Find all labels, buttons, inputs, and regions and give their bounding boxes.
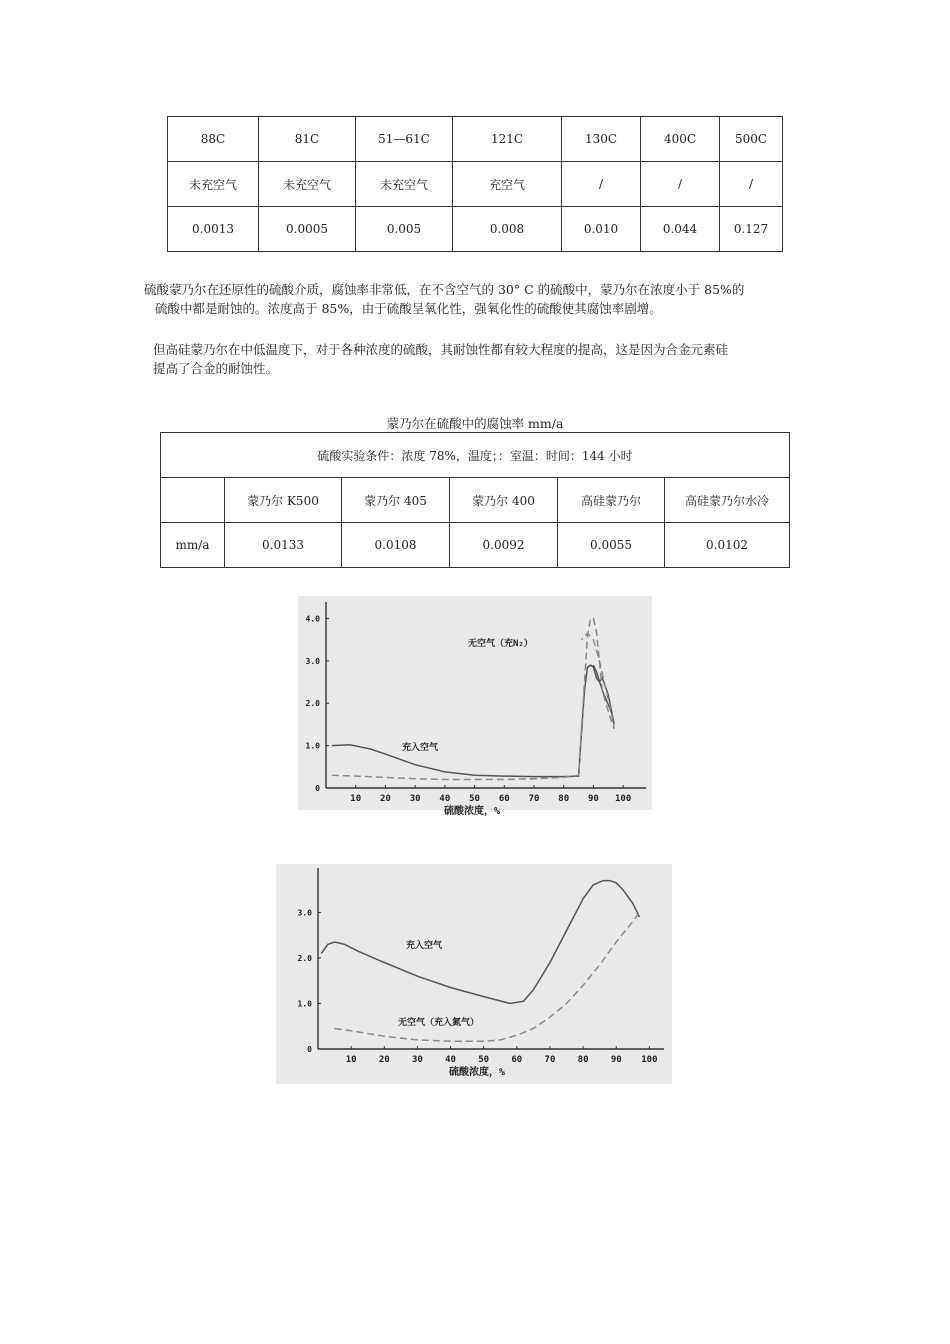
y-tick-label: 2.0 (297, 953, 312, 963)
x-tick-label: 20 (380, 794, 391, 804)
x-tick-label: 100 (641, 1055, 658, 1065)
paragraph-sulfuric-acid (144, 280, 804, 318)
table-cell: 81C (259, 117, 356, 162)
paragraph-line: 但高硅蒙乃尔在中低温度下，对于各种浓度的硫酸，其耐蚀性都有较大程度的提高，这是因为合金元素硅 (153, 342, 729, 357)
table-cell: 130C (562, 117, 641, 162)
table-caption: 蒙乃尔在硫酸中的腐蚀率 mm/a (386, 416, 564, 431)
table-row (168, 117, 783, 162)
table-cell (161, 478, 225, 523)
table-cell: 121C (453, 117, 562, 162)
chart-svg (276, 864, 672, 1084)
x-tick-label: 10 (345, 1055, 357, 1065)
table-cell: 500C (720, 117, 783, 162)
x-tick-label: 30 (409, 794, 421, 804)
series-annotation: 无空气（充入氮气） (398, 1018, 480, 1028)
y-tick-label: 2.0 (305, 699, 320, 709)
paragraph-line: 硫酸蒙乃尔在还原性的硫酸介质，腐蚀率非常低，在不含空气的 30° C 的硫酸中，蒙乃尔在浓度小于 85%的 (144, 282, 745, 297)
x-axis-label: 硫酸浓度，% (448, 1067, 506, 1078)
series-annotation: 充入空气 (402, 743, 439, 753)
x-tick-label: 20 (378, 1055, 390, 1065)
table-cell: 充空气 (453, 162, 562, 207)
table-cell: 0.0133 (225, 523, 342, 568)
table-cell: 0.044 (641, 207, 720, 252)
y-tick-label: 3.0 (297, 908, 312, 918)
table-row (161, 523, 790, 568)
paragraph-line: 提高了合金的耐蚀性。 (153, 361, 279, 376)
table-cell: mm/a (161, 523, 225, 568)
table-cell: 0.008 (453, 207, 562, 252)
x-tick-label: 40 (439, 794, 451, 804)
table-cell: 0.0005 (259, 207, 356, 252)
corrosion-rate-table (160, 432, 790, 568)
x-tick-label: 40 (445, 1055, 456, 1065)
x-tick-label: 50 (478, 1055, 490, 1065)
series-line-1 (332, 665, 614, 777)
table-cell: 蒙乃尔 400 (450, 478, 558, 523)
table-cell: 0.005 (356, 207, 453, 252)
y-tick-label: 1.0 (297, 999, 312, 1009)
table-cell: 未充空气 (259, 162, 356, 207)
series-annotation: 充入空气 (406, 941, 443, 951)
x-tick-label: 90 (610, 1055, 622, 1065)
table-cell: / (562, 162, 641, 207)
table-cell: 0.0092 (450, 523, 558, 568)
y-tick-label: 0 (307, 1045, 312, 1054)
corrosion-chart-1 (298, 596, 652, 817)
table-cell: 蒙乃尔 K500 (225, 478, 342, 523)
x-tick-label: 80 (558, 794, 570, 804)
table-cell: 0.0055 (558, 523, 665, 568)
paragraph-high-silicon (153, 340, 813, 378)
x-tick-label: 70 (528, 794, 540, 804)
table-cell: 高硅蒙乃尔水冷 (665, 478, 790, 523)
table-row (161, 478, 790, 523)
table-cell: 0.0102 (665, 523, 790, 568)
table-cell: 蒙乃尔 405 (342, 478, 450, 523)
temperature-rate-table (167, 116, 783, 252)
table-cell: 400C (641, 117, 720, 162)
x-tick-label: 80 (577, 1055, 589, 1065)
table-cell: 0.127 (720, 207, 783, 252)
x-axis-label: 硫酸浓度，% (443, 806, 501, 817)
table-row (161, 433, 790, 478)
table-cell: 未充空气 (168, 162, 259, 207)
y-tick-label: 1.0 (305, 741, 320, 751)
corrosion-chart-2 (276, 864, 672, 1084)
x-tick-label: 10 (350, 794, 362, 804)
table-row (168, 207, 783, 252)
x-tick-label: 50 (469, 794, 480, 804)
table-cell: 88C (168, 117, 259, 162)
y-tick-label: 0 (315, 784, 320, 793)
table-cell: 51—61C (356, 117, 453, 162)
table-cell: 高硅蒙乃尔 (558, 478, 665, 523)
series-annotation: 无空气（充N₂） (468, 639, 533, 649)
table-cell: 0.0108 (342, 523, 450, 568)
table-cell: 未充空气 (356, 162, 453, 207)
table-row (168, 162, 783, 207)
x-tick-label: 100 (615, 794, 632, 804)
x-tick-label: 70 (544, 1055, 556, 1065)
table-cell: 0.0013 (168, 207, 259, 252)
y-tick-label: 3.0 (305, 656, 320, 666)
table-cell: / (641, 162, 720, 207)
y-tick-label: 4.0 (305, 614, 320, 624)
series-line-1 (321, 881, 639, 1004)
series-line-2 (335, 912, 640, 1041)
table-cell: / (720, 162, 783, 207)
x-tick-label: 60 (511, 1055, 523, 1065)
chart-svg (298, 596, 652, 817)
x-tick-label: 60 (498, 794, 510, 804)
x-tick-label: 90 (588, 794, 599, 804)
test-conditions-cell: 硫酸实验条件：浓度 78%，温度；：室温：时间：144 小时 (161, 433, 790, 478)
paragraph-line: 硫酸中都是耐蚀的。浓度高于 85%，由于硫酸呈氧化性，强氧化性的硫酸使其腐蚀率剧增。 (155, 301, 662, 316)
table-cell: 0.010 (562, 207, 641, 252)
x-tick-label: 30 (411, 1055, 423, 1065)
